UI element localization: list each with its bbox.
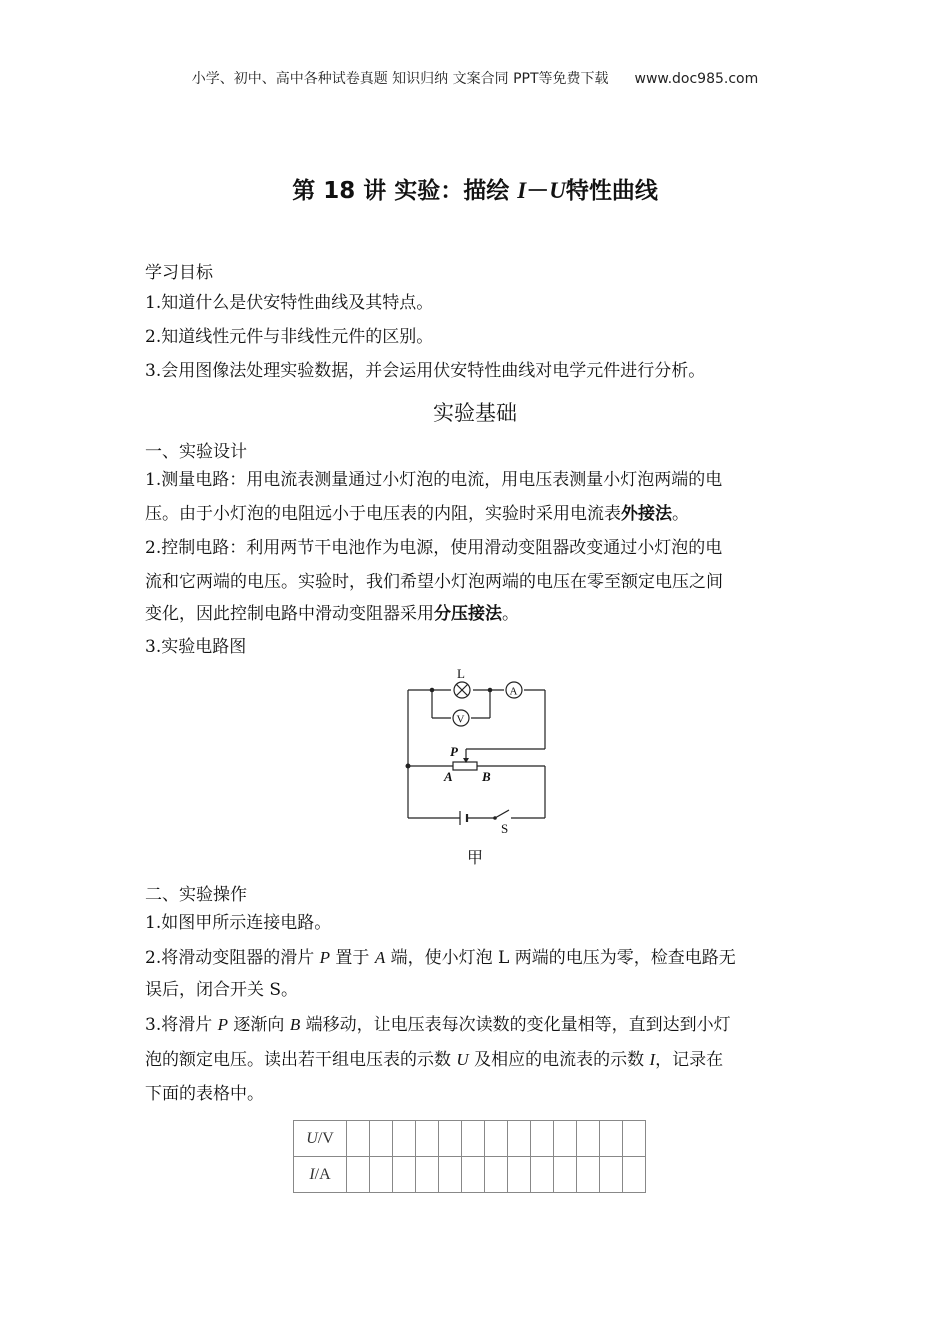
table-row <box>294 1121 646 1157</box>
table-cell[interactable] <box>485 1121 508 1157</box>
table-cell[interactable] <box>531 1157 554 1193</box>
junction-dot <box>406 764 411 769</box>
table-cell[interactable] <box>462 1157 485 1193</box>
table-cell[interactable] <box>554 1157 577 1193</box>
table-cell[interactable] <box>508 1121 531 1157</box>
emphasis-voltage-divider: 分压接法 <box>434 604 502 624</box>
switch-label: S <box>501 821 509 836</box>
voltmeter-label: V <box>456 713 465 726</box>
emphasis-outer-connection: 外接法 <box>621 504 672 524</box>
paragraph-line: 流和它两端的电压。实验时，我们希望小灯泡两端的电压在零至额定电压之间 <box>145 572 723 592</box>
table-cell[interactable] <box>485 1157 508 1193</box>
data-table <box>293 1120 646 1193</box>
table-cell[interactable] <box>577 1157 600 1193</box>
paragraph-line: 1.如图甲所示连接电路。 <box>145 913 332 933</box>
paragraph-line: 1.测量电路：用电流表测量通过小灯泡的电流，用电压表测量小灯泡两端的电 <box>145 470 723 490</box>
table-cell[interactable] <box>577 1121 600 1157</box>
table-cell[interactable] <box>347 1157 370 1193</box>
design-heading: 一、实验设计 <box>145 442 247 462</box>
lamp-label: L <box>457 666 465 681</box>
table-cell[interactable] <box>347 1121 370 1157</box>
objectives-heading: 学习目标 <box>145 263 213 283</box>
paragraph-line: 误后，闭合开关 S。 <box>145 980 299 1000</box>
table-cell[interactable] <box>508 1157 531 1193</box>
paragraph-line: 泡的额定电压。读出若干组电压表的示数 U 及相应的电流表的示数 I，记录在 <box>145 1050 724 1070</box>
table-cell[interactable] <box>370 1121 393 1157</box>
table-cell[interactable] <box>623 1157 646 1193</box>
page-header <box>0 68 950 88</box>
table-header-i: I/A <box>294 1157 347 1193</box>
slider-label: P <box>450 744 458 759</box>
table-cell[interactable] <box>623 1121 646 1157</box>
header-text: 小学、初中、高中各种试卷真题 知识归纳 文案合同 PPT等免费下载 <box>191 71 609 87</box>
table-cell[interactable] <box>393 1157 416 1193</box>
table-cell[interactable] <box>416 1157 439 1193</box>
end-b-label: B <box>482 769 491 784</box>
objective-item: 2.知道线性元件与非线性元件的区别。 <box>145 327 434 347</box>
page-title: 第 18 讲 实验：描绘 I－U特性曲线 <box>292 178 658 204</box>
ammeter-label: A <box>509 685 518 698</box>
table-cell[interactable] <box>554 1121 577 1157</box>
end-a-label: A <box>444 769 453 784</box>
paragraph-line: 2.将滑动变阻器的滑片 P 置于 A 端，使小灯泡 L 两端的电压为零，检查电路无 <box>145 948 736 968</box>
table-cell[interactable] <box>462 1121 485 1157</box>
table-cell[interactable] <box>439 1157 462 1193</box>
paragraph-line: 下面的表格中。 <box>145 1084 264 1104</box>
paragraph-line: 3.将滑片 P 逐渐向 B 端移动，让电压表每次读数的变化量相等，直到达到小灯 <box>145 1015 731 1035</box>
paragraph-line: 2.控制电路：利用两节干电池作为电源，使用滑动变阻器改变通过小灯泡的电 <box>145 538 723 558</box>
table-cell[interactable] <box>600 1157 623 1193</box>
junction-dot <box>488 688 493 693</box>
switch-contact <box>493 816 497 820</box>
junction-dot <box>430 688 435 693</box>
section-heading-basics: 实验基础 <box>433 401 517 425</box>
circuit-diagram <box>395 662 555 837</box>
operation-heading: 二、实验操作 <box>145 885 247 905</box>
paragraph-line: 变化，因此控制电路中滑动变阻器采用分压接法。 <box>145 604 519 624</box>
table-cell[interactable] <box>531 1121 554 1157</box>
header-url[interactable]: www.doc985.com <box>634 71 759 87</box>
table-cell[interactable] <box>370 1157 393 1193</box>
table-row <box>294 1157 646 1193</box>
table-cell[interactable] <box>416 1121 439 1157</box>
table-cell[interactable] <box>600 1121 623 1157</box>
paragraph-line: 压。由于小灯泡的电阻远小于电压表的内阻，实验时采用电流表外接法。 <box>145 504 689 524</box>
paragraph-line: 3.实验电路图 <box>145 637 247 657</box>
table-cell[interactable] <box>393 1121 416 1157</box>
objective-item: 1.知道什么是伏安特性曲线及其特点。 <box>145 293 434 313</box>
table-header-u: U/V <box>294 1121 347 1157</box>
table-cell[interactable] <box>439 1121 462 1157</box>
figure-caption: 甲 <box>466 848 483 867</box>
objective-item: 3.会用图像法处理实验数据，并会运用伏安特性曲线对电学元件进行分析。 <box>145 361 706 381</box>
